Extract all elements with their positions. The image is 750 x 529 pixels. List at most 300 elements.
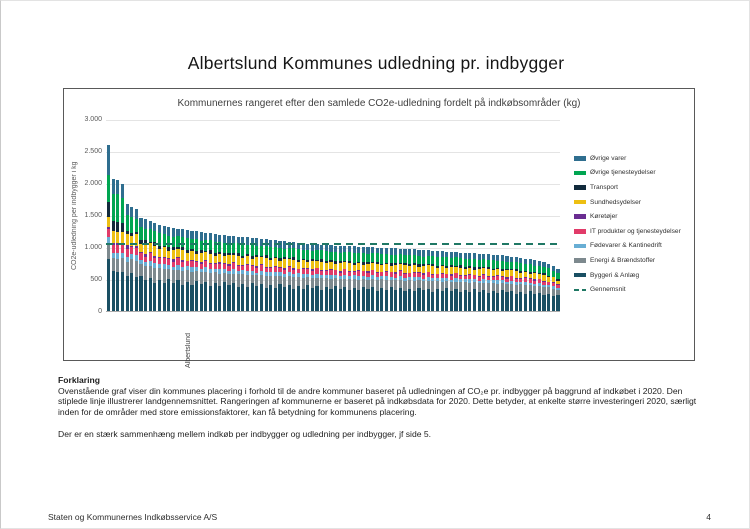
bar-segment — [339, 279, 342, 289]
kommune-bar — [269, 240, 272, 311]
bar-segment — [515, 262, 518, 269]
bar-segment — [524, 294, 527, 311]
bar-segment — [343, 252, 346, 261]
bar-segment — [195, 239, 198, 250]
explanation-heading: Forklaring — [58, 375, 101, 385]
legend-item — [574, 180, 681, 195]
bar-segment — [408, 280, 411, 289]
kommune-bar — [422, 250, 425, 311]
bar-segment — [311, 261, 314, 269]
bar-segment — [329, 245, 332, 252]
bar-segment — [464, 290, 467, 311]
bar-segment — [153, 268, 156, 283]
bar-segment — [445, 288, 448, 311]
bar-segment — [376, 280, 379, 291]
bar-segment — [468, 283, 471, 292]
kommune-bar — [283, 241, 286, 311]
kommune-bar — [362, 247, 365, 311]
bar-segment — [496, 261, 499, 268]
bar-segment — [218, 274, 221, 286]
bar-segment — [538, 266, 541, 273]
bar-segment — [482, 259, 485, 267]
bar-segment — [200, 272, 203, 284]
bar-segment — [524, 264, 527, 271]
bar-segment — [149, 266, 152, 278]
bar-segment — [112, 231, 115, 243]
bar-segment — [288, 259, 291, 266]
bar-segment — [487, 260, 490, 267]
kommune-bar — [214, 234, 217, 311]
bar-segment — [533, 286, 536, 294]
bar-segment — [478, 269, 481, 276]
legend-color-swatch — [574, 229, 586, 234]
bar-segment — [112, 258, 115, 271]
bar-segment — [181, 250, 184, 260]
bar-segment — [450, 267, 453, 274]
legend-label: Fødevarer & Kantinedrift — [590, 242, 662, 250]
bar-segment — [436, 289, 439, 311]
kommune-bar — [454, 252, 457, 311]
legend-item — [574, 209, 681, 224]
bar-segment — [195, 254, 198, 261]
kommune-bar — [209, 233, 212, 311]
legend-color-swatch — [574, 171, 586, 176]
bar-segment — [181, 229, 184, 236]
kommune-bar — [533, 260, 536, 311]
bar-segment — [237, 287, 240, 311]
bar-segment — [227, 255, 230, 264]
bar-segment — [288, 276, 291, 285]
kommune-bar — [172, 228, 175, 311]
bar-segment — [130, 207, 133, 217]
bar-segment — [121, 198, 124, 223]
bar-segment — [195, 231, 198, 239]
bar-segment — [153, 231, 156, 242]
bar-segment — [492, 291, 495, 311]
bar-segment — [422, 257, 425, 264]
bar-segment — [121, 223, 124, 232]
kommune-bar — [126, 204, 129, 311]
bar-segment — [172, 250, 175, 260]
bar-segment — [190, 285, 193, 312]
bar-segment — [408, 289, 411, 311]
kommune-bar — [394, 248, 397, 311]
bar-segment — [339, 246, 342, 253]
bar-segment — [158, 268, 161, 280]
bar-segment — [556, 295, 559, 311]
bar-segment — [209, 286, 212, 311]
bar-segment — [302, 260, 305, 267]
bar-segment — [394, 290, 397, 311]
bar-segment — [269, 247, 272, 258]
legend-label: Transport — [590, 183, 618, 191]
bar-segment — [107, 217, 110, 227]
bar-segment — [343, 279, 346, 287]
legend-label: Køretøjer — [590, 213, 618, 221]
bar-segment — [325, 245, 328, 252]
bar-segment — [121, 232, 124, 243]
bar-segment — [450, 258, 453, 265]
bar-segment — [315, 278, 318, 287]
average-line — [106, 243, 560, 245]
bar-segment — [339, 253, 342, 261]
kommune-bar — [510, 257, 513, 311]
x-axis-line — [106, 311, 560, 312]
legend-color-swatch — [574, 156, 586, 161]
bar-segment — [227, 274, 230, 285]
bar-segment — [214, 283, 217, 311]
kommune-bar — [260, 239, 263, 311]
footer-page-number: 4 — [706, 512, 711, 522]
kommune-bar — [181, 229, 184, 311]
y-tick-label: 0 — [98, 307, 102, 315]
bar-segment — [200, 253, 203, 262]
bar-segment — [135, 248, 138, 255]
bar-segment — [283, 249, 286, 257]
bar-segment — [163, 226, 166, 235]
bar-segment — [204, 282, 207, 311]
bar-segment — [227, 285, 230, 311]
y-tick-label: 1.500 — [84, 211, 102, 219]
bar-segment — [510, 291, 513, 311]
bar-segment — [274, 247, 277, 256]
bar-segment — [482, 290, 485, 311]
bar-segment — [121, 245, 124, 253]
bar-segment — [218, 286, 221, 311]
bar-segment — [417, 280, 420, 287]
bar-segment — [209, 233, 212, 240]
kommune-bar — [306, 244, 309, 311]
bar-segment — [269, 285, 272, 311]
bar-segment — [394, 280, 397, 289]
y-tick-label: 3.000 — [84, 115, 102, 123]
kommune-bar — [385, 248, 388, 311]
bar-segment — [112, 179, 115, 194]
bar-segment — [473, 282, 476, 289]
bar-segment — [260, 257, 263, 264]
kommune-bar — [163, 226, 166, 311]
kommune-bar — [547, 264, 550, 311]
y-tick-label: 500 — [90, 275, 102, 283]
bar-segment — [385, 290, 388, 311]
bar-segment — [353, 288, 356, 311]
bar-segment — [547, 268, 550, 275]
bar-segment — [278, 248, 281, 258]
kommune-bar — [153, 223, 156, 311]
bar-segment — [478, 260, 481, 267]
bar-segment — [496, 293, 499, 311]
kommune-bar — [278, 241, 281, 311]
bar-segment — [325, 287, 328, 311]
bar-segment — [246, 275, 249, 287]
legend-item — [574, 268, 681, 283]
kommune-bar — [158, 225, 161, 311]
gridline — [106, 152, 560, 153]
bar-segment — [265, 288, 268, 311]
bar-segment — [107, 229, 110, 237]
legend-color-swatch — [574, 214, 586, 219]
kommune-bar — [519, 258, 522, 311]
kommune-bar — [274, 240, 277, 311]
gridline — [106, 184, 560, 185]
legend-label: Øvrige varer — [590, 154, 627, 162]
bar-segment — [107, 175, 110, 202]
bar-segment — [320, 262, 323, 270]
bar-segment — [149, 229, 152, 242]
bar-segment — [390, 280, 393, 288]
bar-segment — [176, 258, 179, 265]
bar-segment — [357, 290, 360, 311]
bar-segment — [269, 276, 272, 286]
bar-segment — [172, 228, 175, 237]
bar-segment — [260, 284, 263, 311]
bar-segment — [325, 263, 328, 270]
bar-segment — [385, 280, 388, 290]
bar-segment — [487, 269, 490, 276]
kommune-bar — [417, 250, 420, 311]
bar-segment — [371, 279, 374, 287]
bar-segment — [311, 251, 314, 259]
bar-segment — [376, 264, 379, 272]
bar-segment — [519, 292, 522, 311]
bar-segment — [167, 279, 170, 311]
bar-segment — [459, 268, 462, 275]
kommune-bar — [302, 243, 305, 311]
kommune-bar — [505, 256, 508, 311]
bar-segment — [274, 258, 277, 266]
kommune-bar — [441, 251, 444, 311]
bar-segment — [334, 252, 337, 261]
legend-label: Byggeri & Anlæg — [590, 271, 640, 279]
kommune-bar — [176, 229, 179, 311]
bar-segment — [329, 262, 332, 269]
bar-segment — [431, 281, 434, 291]
bar-segment — [232, 255, 235, 262]
bar-segment — [107, 202, 110, 217]
bar-segment — [413, 291, 416, 311]
bar-segment — [153, 223, 156, 231]
bar-segment — [380, 288, 383, 311]
kommune-bar — [348, 246, 351, 311]
bar-segment — [176, 249, 179, 257]
bar-segment — [538, 293, 541, 311]
kommune-bar — [366, 247, 369, 311]
bar-segment — [334, 286, 337, 311]
bar-segment — [473, 259, 476, 267]
bar-segment — [116, 245, 119, 253]
bar-segment — [107, 259, 110, 311]
bar-segment — [357, 263, 360, 270]
kommune-bar — [149, 221, 152, 311]
bar-segment — [232, 274, 235, 284]
bar-segment — [529, 264, 532, 271]
legend-item — [574, 224, 681, 239]
bar-segment — [366, 280, 369, 290]
bar-segment — [209, 254, 212, 263]
bar-segment — [139, 227, 142, 240]
bar-segment — [209, 273, 212, 286]
bar-segment — [519, 284, 522, 291]
kommune-bar — [297, 243, 300, 311]
bar-segment — [297, 277, 300, 287]
bar-segment — [112, 271, 115, 311]
kommune-bar — [450, 252, 453, 311]
kommune-bar — [431, 251, 434, 311]
kommune-bar — [339, 246, 342, 311]
bar-segment — [251, 275, 254, 284]
bar-segment — [459, 282, 462, 292]
bar-segment — [163, 247, 166, 256]
bar-segment — [366, 264, 369, 272]
x-annotation-albertslund: Albertslund — [184, 332, 192, 368]
bar-segment — [501, 290, 504, 311]
y-tick-label: 2.000 — [84, 179, 102, 187]
bar-segment — [176, 229, 179, 236]
kommune-bar — [112, 179, 115, 311]
bar-segment — [190, 231, 193, 239]
bar-segment — [297, 286, 300, 311]
bar-segment — [325, 278, 328, 287]
bar-segment — [547, 287, 550, 294]
bar-segment — [126, 204, 129, 215]
bar-segment — [204, 272, 207, 282]
kommune-bar — [459, 253, 462, 311]
kommune-bar — [371, 247, 374, 311]
kommune-bar — [538, 261, 541, 311]
bar-segment — [292, 260, 295, 268]
bar-segment — [478, 283, 481, 292]
kommune-bar — [357, 247, 360, 311]
bar-segment — [126, 249, 129, 256]
bar-segment — [533, 294, 536, 311]
kommune-bar — [343, 246, 346, 311]
kommune-bar — [311, 244, 314, 311]
bar-segment — [126, 276, 129, 311]
bar-segment — [116, 272, 119, 311]
bar-segment — [112, 194, 115, 222]
bar-segment — [366, 247, 369, 254]
bar-segment — [450, 282, 453, 291]
kommune-bar — [246, 237, 249, 311]
bar-segment — [329, 279, 332, 290]
bar-segment — [274, 288, 277, 311]
bar-segment — [547, 294, 550, 311]
bar-segment — [427, 289, 430, 311]
legend-label: Gennemsnit — [590, 286, 626, 294]
kommune-bar — [292, 242, 295, 311]
explanation-section — [58, 375, 706, 439]
bar-segment — [297, 262, 300, 269]
legend-label: Sundhedsydelser — [590, 198, 641, 206]
bar-segment — [190, 251, 193, 260]
kommune-bar — [107, 145, 110, 311]
bar-segment — [339, 289, 342, 311]
kommune-bar — [315, 244, 318, 311]
bar-segment — [399, 280, 402, 288]
kommune-bar — [116, 180, 119, 311]
bar-segment — [385, 254, 388, 262]
legend-color-swatch — [574, 200, 586, 205]
y-axis-label: CO2e-udledning per indbygger i kg — [71, 161, 78, 271]
bar-segment — [135, 277, 138, 311]
bar-segment — [255, 275, 258, 286]
bar-segment — [144, 229, 147, 240]
bar-segment — [144, 219, 147, 229]
bar-segment — [121, 258, 124, 272]
bar-segment — [135, 209, 138, 219]
bar-segment — [186, 253, 189, 261]
bar-segment — [200, 284, 203, 311]
kommune-bar — [515, 257, 518, 311]
bar-segment — [441, 282, 444, 292]
bar-segment — [265, 246, 268, 255]
bar-segment — [195, 271, 198, 281]
bar-segment — [436, 281, 439, 289]
kommune-bar — [329, 245, 332, 311]
bar-segment — [445, 257, 448, 265]
bar-segment — [334, 278, 337, 286]
bar-segment — [357, 280, 360, 290]
bar-segment — [542, 287, 545, 295]
bar-segment — [501, 261, 504, 269]
kommune-bar — [390, 248, 393, 311]
kommune-bar — [167, 227, 170, 311]
footer-organization: Staten og Kommunernes Indkøbsservice A/S — [48, 512, 218, 522]
bar-segment — [427, 256, 430, 265]
bar-segment — [214, 256, 217, 264]
bar-segment — [519, 263, 522, 271]
bar-segment — [283, 287, 286, 311]
bar-segment — [288, 248, 291, 258]
bar-segment — [366, 254, 369, 262]
bar-segment — [315, 261, 318, 268]
bar-segment — [200, 232, 203, 241]
kommune-bar — [135, 209, 138, 311]
bar-segment — [306, 277, 309, 285]
kommune-bar — [473, 253, 476, 311]
bar-segment — [380, 279, 383, 288]
bar-segment — [348, 279, 351, 290]
bar-segment — [311, 244, 314, 251]
bar-segment — [505, 262, 508, 269]
bar-segment — [403, 281, 406, 292]
bar-segment — [158, 280, 161, 311]
legend-label: IT produkter og tjenesteydelser — [590, 227, 681, 235]
kommune-bar — [556, 269, 559, 311]
kommune-bar — [380, 248, 383, 311]
bar-segment — [320, 278, 323, 289]
bar-segment — [144, 280, 147, 311]
bar-segment — [422, 266, 425, 273]
kommune-bar — [241, 237, 244, 311]
bar-segment — [422, 250, 425, 257]
bar-segment — [158, 225, 161, 234]
bar-segment — [353, 253, 356, 263]
bar-segment — [149, 278, 152, 311]
bar-segment — [251, 283, 254, 311]
bar-segment — [399, 288, 402, 311]
bar-segment — [436, 257, 439, 266]
kommune-bar — [130, 207, 133, 311]
legend-label: Øvrige tjenesteydelser — [590, 169, 656, 177]
bar-segment — [459, 258, 462, 266]
kommune-bar — [255, 238, 258, 311]
bar-segment — [357, 253, 360, 261]
bar-segment — [116, 194, 119, 222]
bar-segment — [408, 255, 411, 264]
bar-segment — [163, 269, 166, 283]
bar-segment — [524, 285, 527, 293]
